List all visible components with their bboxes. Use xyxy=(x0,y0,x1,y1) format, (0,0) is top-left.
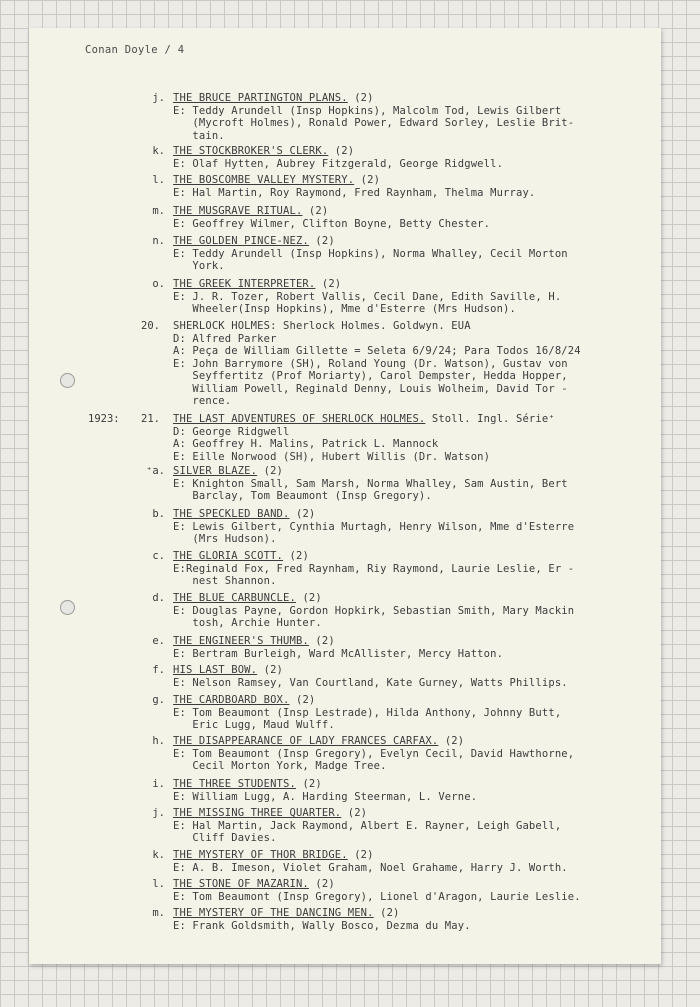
film-entry xyxy=(173,205,643,230)
entry-label: i. xyxy=(152,778,165,790)
credit-line: E: William Lugg, A. Harding Steerman, L. Verne. xyxy=(173,790,478,803)
title-suffix: Stoll. Ingl. Série⁺ xyxy=(425,413,555,425)
title-suffix: (2) xyxy=(308,635,335,647)
film-title: THE BOSCOMBE VALLEY MYSTERY. xyxy=(173,174,355,186)
credit-line: E: Geoffrey Wilmer, Clifton Boyne, Betty Chester. xyxy=(173,217,491,230)
entry-label: l. xyxy=(152,174,165,186)
title-suffix: (2) xyxy=(295,778,322,790)
film-entry xyxy=(173,174,643,199)
entry-label: n. xyxy=(152,235,165,247)
title-suffix: (2) xyxy=(283,550,309,562)
credit-line: D: Alfred Parker xyxy=(173,332,277,345)
credit-line: E: Nelson Ramsey, Van Courtland, Kate Gurney, Watts Phillips. xyxy=(173,676,568,689)
film-entry xyxy=(173,235,643,273)
entry-title-line xyxy=(173,320,643,333)
film-entry xyxy=(173,849,643,874)
title-suffix: (2) xyxy=(373,907,400,919)
credit-line: E: Knighton Small, Sam Marsh, Norma Whalley, Sam Austin, Bert xyxy=(173,477,568,490)
credit-line: E: Tom Beaumont (Insp Gregory), Lionel d'Aragon, Laurie Leslie. xyxy=(173,890,581,903)
title-suffix: (2) xyxy=(289,508,316,520)
title-suffix: (2) xyxy=(315,278,342,290)
film-entry xyxy=(173,550,643,588)
entry-title-line xyxy=(173,907,643,920)
title-suffix: (2) xyxy=(257,664,284,676)
film-title: THE MYSTERY OF THOR BRIDGE. xyxy=(173,849,348,861)
film-title: THE BLUE CARBUNCLE. xyxy=(173,592,296,604)
film-title: HIS LAST BOW. xyxy=(173,664,258,676)
credit-line: William Powell, Reginald Denny, Louis Wolheim, David Tor - xyxy=(173,382,568,395)
film-entry xyxy=(173,635,643,660)
entry-title-line xyxy=(173,778,643,791)
credit-line: E: J. R. Tozer, Robert Vallis, Cecil Dane, Edith Saville, H. xyxy=(173,290,562,303)
credit-line: E: Hal Martin, Roy Raymond, Fred Raynham, Thelma Murray. xyxy=(173,186,536,199)
credit-line: (Mycroft Holmes), Ronald Power, Edward Sorley, Leslie Brit- xyxy=(173,117,575,129)
credit-line: D: George Ridgwell xyxy=(173,425,290,438)
credit-line: A: Peça de William Gillette = Seleta 6/9/24; Para Todos 16/8/24 xyxy=(173,345,581,357)
credit-line: York. xyxy=(173,260,225,272)
credit-line: nest Shannon. xyxy=(173,575,277,587)
credit-line: rence. xyxy=(173,395,232,407)
film-title: THE GLORIA SCOTT. xyxy=(173,550,284,562)
entry-label: o. xyxy=(152,278,165,290)
credit-line: E: Eille Norwood (SH), Hubert Willis (Dr. Watson) xyxy=(173,450,491,463)
film-title: THE THREE STUDENTS. xyxy=(173,778,296,790)
credit-line: E: Olaf Hytten, Aubrey Fitzgerald, George Ridgwell. xyxy=(173,157,504,170)
entry-label: j. xyxy=(152,92,165,104)
film-entry xyxy=(173,465,643,503)
entry-label: b. xyxy=(152,508,165,520)
credit-line: Seyffertitz (Prof Moriarty), Carol Dempster, Hedda Hopper, xyxy=(173,370,568,382)
entry-title-line xyxy=(173,174,643,187)
film-title: THE LAST ADVENTURES OF SHERLOCK HOLMES. xyxy=(173,413,426,425)
film-title: THE BRUCE PARTINGTON PLANS. xyxy=(173,92,348,104)
credit-line: E:Reginald Fox, Fred Raynham, Riy Raymond, Laurie Leslie, Er - xyxy=(173,562,575,575)
page-header: Conan Doyle / 4 xyxy=(85,44,185,56)
film-title: THE CARDBOARD BOX. xyxy=(173,694,290,706)
credit-line: E: Bertram Burleigh, Ward McAllister, Mercy Hatton. xyxy=(173,647,504,660)
film-title: THE MUSGRAVE RITUAL. xyxy=(173,205,303,217)
film-entry xyxy=(173,778,643,803)
entry-label: h. xyxy=(152,735,165,747)
film-title: THE MYSTERY OF THE DANCING MEN. xyxy=(173,907,374,919)
entry-title-line xyxy=(173,235,643,248)
film-entry xyxy=(173,145,643,170)
film-entry xyxy=(173,807,643,845)
credit-line: E: Tom Beaumont (Insp Gregory), Evelyn Cecil, David Hawthorne, xyxy=(173,747,575,760)
entry-title-line xyxy=(173,694,643,707)
film-title: THE STONE OF MAZARIN. xyxy=(173,878,309,890)
film-entry xyxy=(173,907,643,932)
entry-title-line xyxy=(173,878,643,891)
title-suffix: (2) xyxy=(257,465,284,477)
year-label: 1923: xyxy=(88,413,120,425)
film-entry xyxy=(173,878,643,903)
film-entry xyxy=(173,735,643,773)
film-entry xyxy=(173,92,643,142)
entry-title-line xyxy=(173,807,643,820)
entry-title-line xyxy=(173,592,643,605)
title-suffix: (2) xyxy=(295,592,322,604)
entry-label: ⁺a. xyxy=(146,465,165,477)
title-suffix: (2) xyxy=(328,145,355,157)
film-title: THE SPECKLED BAND. xyxy=(173,508,290,520)
credit-line: E: Tom Beaumont (Insp Lestrade), Hilda Anthony, Johnny Butt, xyxy=(173,706,562,719)
credit-line: A: Geoffrey H. Malins, Patrick L. Mannock xyxy=(173,438,439,450)
credit-line: Eric Lugg, Maud Wulff. xyxy=(173,719,335,731)
credit-line: Barclay, Tom Beaumont (Insp Gregory). xyxy=(173,490,432,502)
credit-line: E: John Barrymore (SH), Roland Young (Dr. Watson), Gustav von xyxy=(173,357,568,370)
entry-title-line xyxy=(173,278,643,291)
credit-line: E: Frank Goldsmith, Wally Bosco, Dezma du May. xyxy=(173,919,471,932)
title-suffix: (2) xyxy=(347,849,374,861)
title-suffix: (2) xyxy=(341,807,368,819)
entry-label: k. xyxy=(152,145,165,157)
entry-title-line xyxy=(173,635,643,648)
film-title: SILVER BLAZE. xyxy=(173,465,258,477)
entry-title-line xyxy=(173,465,643,478)
film-entry xyxy=(173,278,643,316)
credit-line: E: A. B. Imeson, Violet Graham, Noel Grahame, Harry J. Worth. xyxy=(173,861,568,874)
title-suffix: (2) xyxy=(289,694,316,706)
title-suffix: (2) xyxy=(302,205,329,217)
entry-label: k. xyxy=(152,849,165,861)
film-title: THE STOCKBROKER'S CLERK. xyxy=(173,145,329,157)
film-entry xyxy=(173,413,643,463)
credit-line: E: Lewis Gilbert, Cynthia Murtagh, Henry Wilson, Mme d'Esterre xyxy=(173,520,575,533)
film-title: THE MISSING THREE QUARTER. xyxy=(173,807,342,819)
credit-line: E: Douglas Payne, Gordon Hopkirk, Sebastian Smith, Mary Mackin xyxy=(173,604,575,617)
title-suffix: (2) xyxy=(347,92,374,104)
credit-line: tosh, Archie Hunter. xyxy=(173,617,322,629)
film-entry xyxy=(173,664,643,689)
entry-label: j. xyxy=(152,807,165,819)
title-suffix: (2) xyxy=(438,735,465,747)
entry-label: e. xyxy=(152,635,165,647)
entry-title-line xyxy=(173,550,643,563)
entry-label: 20. xyxy=(141,320,160,332)
entry-label: m. xyxy=(152,205,165,217)
entry-title-line xyxy=(173,145,643,158)
punch-hole xyxy=(60,600,75,615)
film-entry xyxy=(173,694,643,732)
title-suffix: (2) xyxy=(308,878,335,890)
credit-line: Cecil Morton York, Madge Tree. xyxy=(173,760,387,772)
entry-title-line xyxy=(173,508,643,521)
entry-label: l. xyxy=(152,878,165,890)
entry-title-line xyxy=(173,413,643,426)
entry-title-line xyxy=(173,664,643,677)
film-title: THE ENGINEER'S THUMB. xyxy=(173,635,309,647)
film-title: THE DISAPPEARANCE OF LADY FRANCES CARFAX. xyxy=(173,735,439,747)
title-suffix: SHERLOCK HOLMES: Sherlock Holmes. Goldwyn. EUA xyxy=(173,320,471,332)
credit-line: (Mrs Hudson). xyxy=(173,533,277,545)
film-title: THE GREEK INTERPRETER. xyxy=(173,278,316,290)
film-entry xyxy=(173,592,643,630)
title-suffix: (2) xyxy=(308,235,335,247)
entry-title-line xyxy=(173,735,643,748)
credit-line: E: Teddy Arundell (Insp Hopkins), Norma Whalley, Cecil Morton xyxy=(173,247,568,260)
entry-label: m. xyxy=(152,907,165,919)
entry-label: c. xyxy=(152,550,165,562)
entry-title-line xyxy=(173,92,643,105)
credit-line: E: Teddy Arundell (Insp Hopkins), Malcolm Tod, Lewis Gilbert xyxy=(173,104,562,117)
entry-label: d. xyxy=(152,592,165,604)
film-entry xyxy=(173,508,643,546)
title-suffix: (2) xyxy=(354,174,381,186)
entry-label: 21. xyxy=(141,413,160,425)
entry-label: f. xyxy=(152,664,165,676)
credit-line: Wheeler(Insp Hopkins), Mme d'Esterre (Mrs Hudson). xyxy=(173,303,516,315)
credit-line: E: Hal Martin, Jack Raymond, Albert E. Rayner, Leigh Gabell, xyxy=(173,819,562,832)
entry-title-line xyxy=(173,205,643,218)
credit-line: tain. xyxy=(173,129,225,142)
film-entry xyxy=(173,320,643,408)
film-title: THE GOLDEN PINCE-NEZ. xyxy=(173,235,309,247)
entry-label: g. xyxy=(152,694,165,706)
entry-title-line xyxy=(173,849,643,862)
punch-hole xyxy=(60,373,75,388)
credit-line: Cliff Davies. xyxy=(173,832,277,844)
